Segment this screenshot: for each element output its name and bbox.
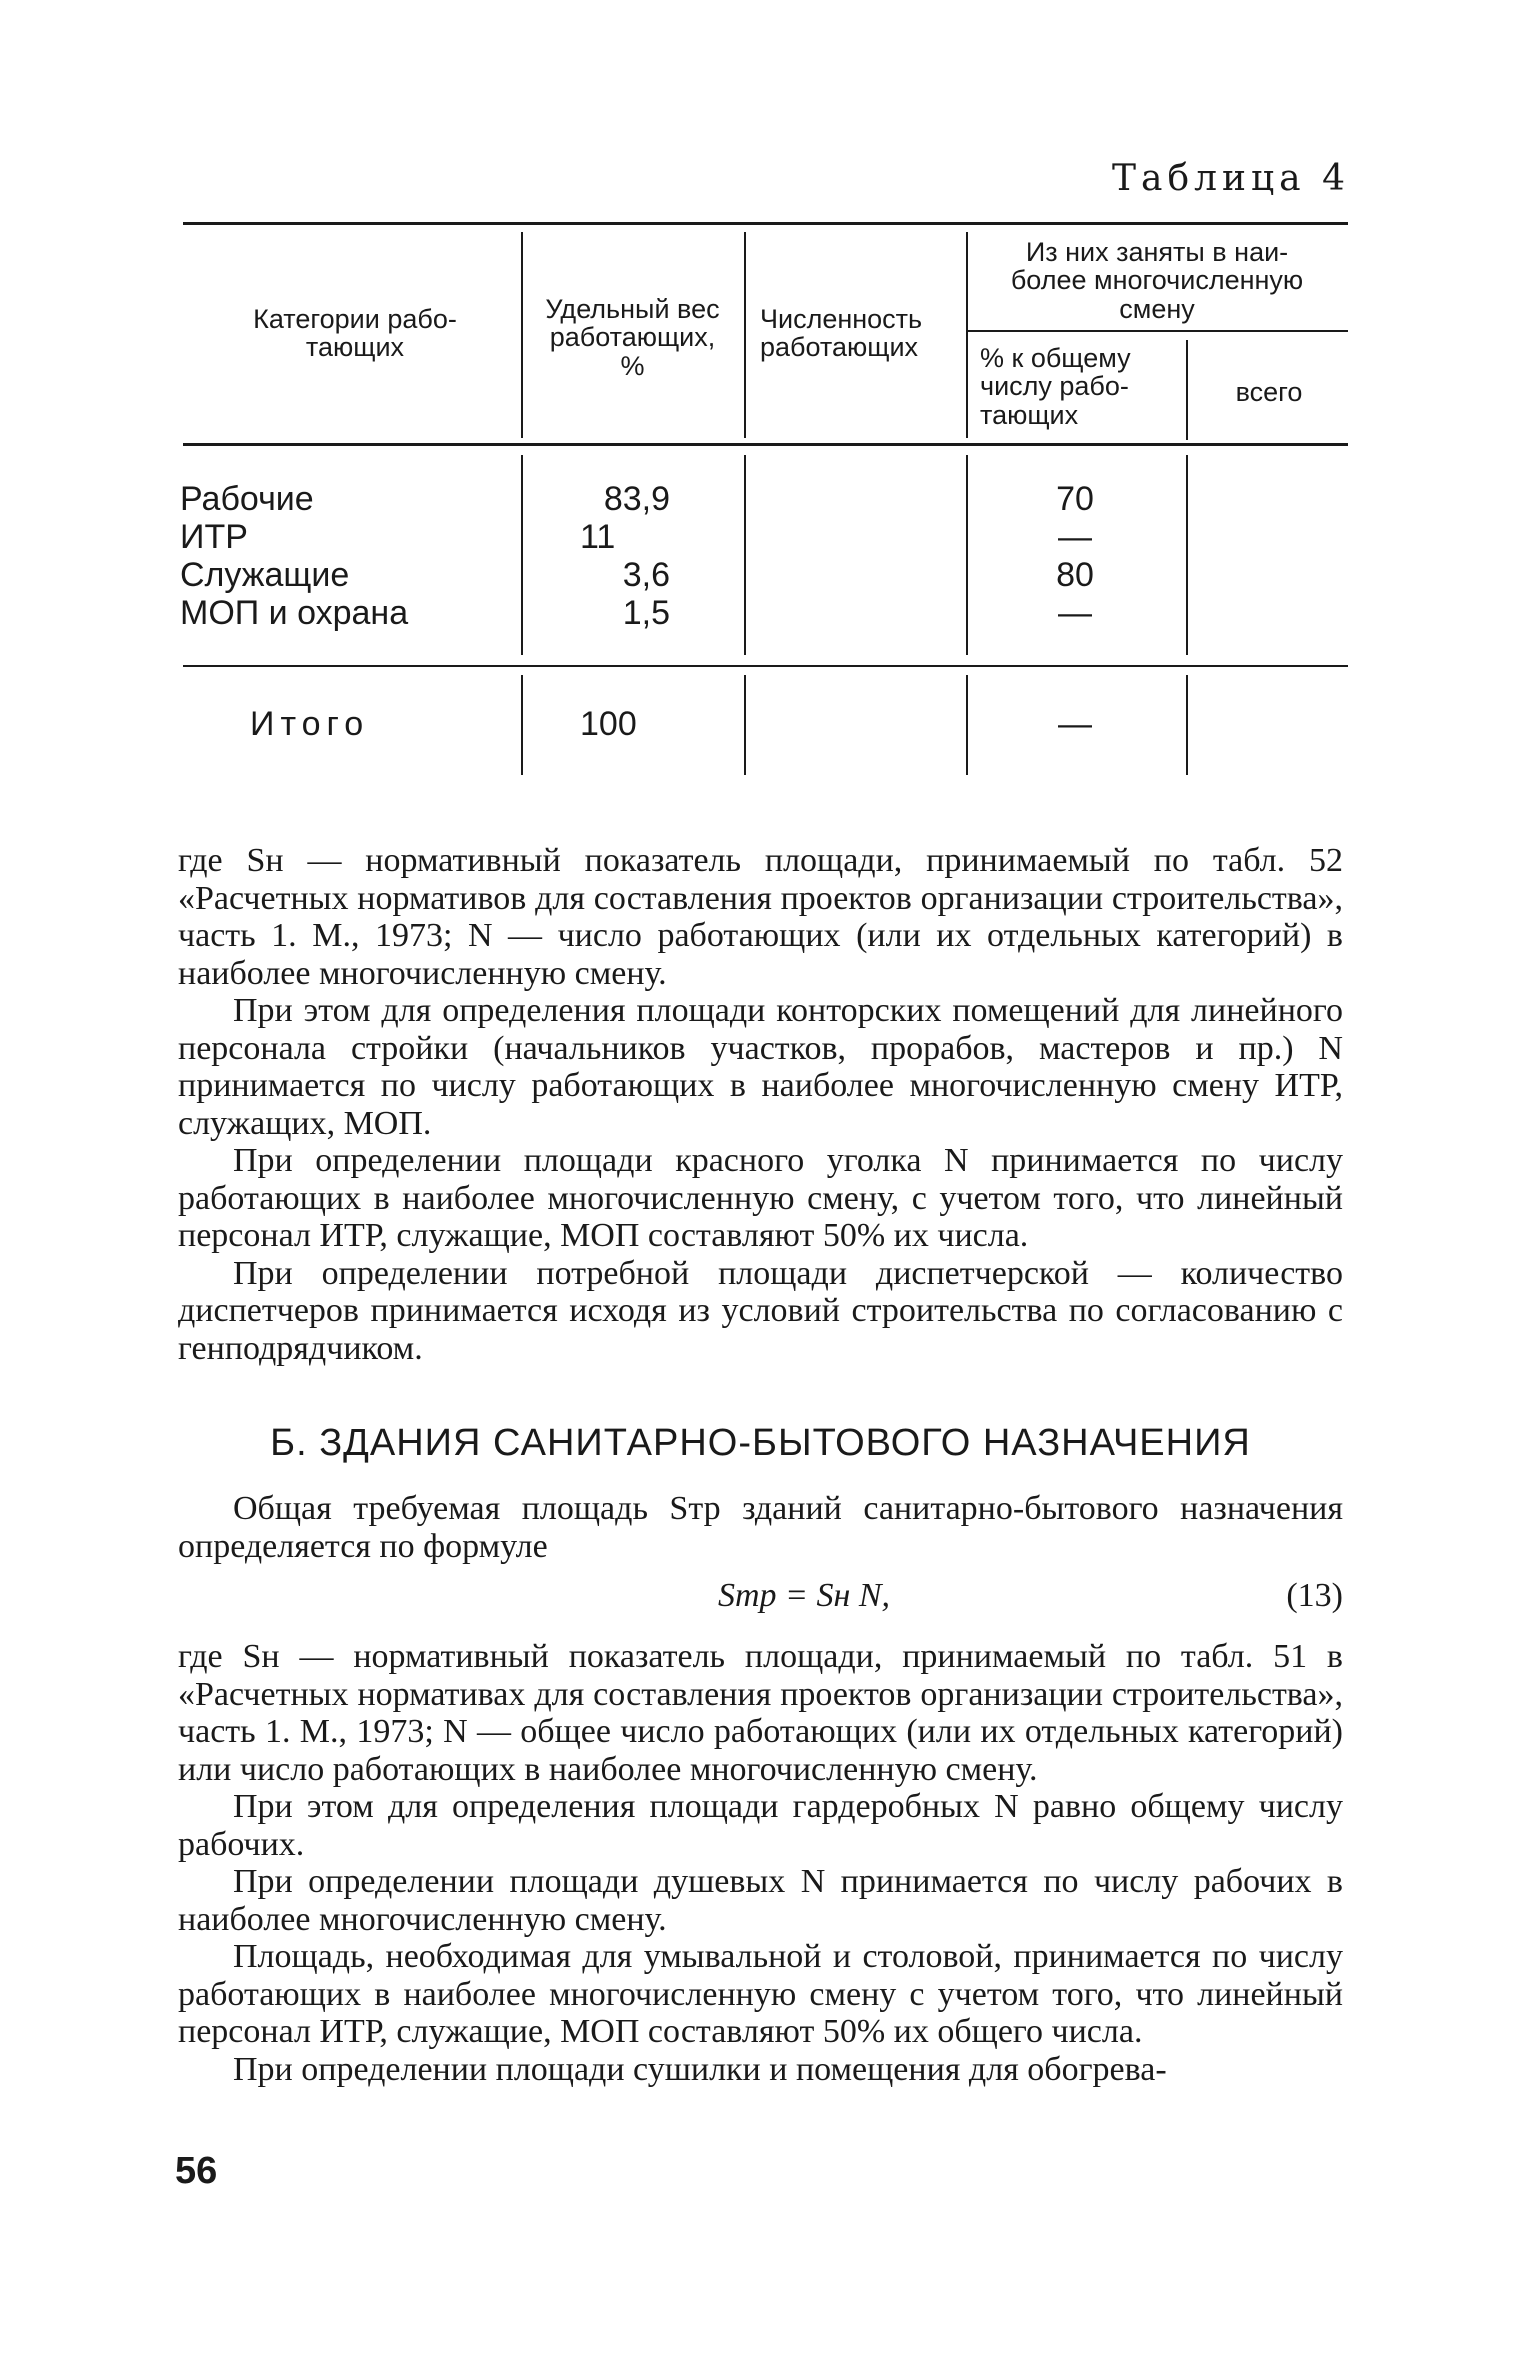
table-row-category: Служащие xyxy=(180,556,350,594)
header-category: Категории рабо- тающих xyxy=(253,304,457,363)
column-divider-3 xyxy=(966,675,968,775)
table-row-share: 83,9 xyxy=(603,480,670,518)
body-text-intro xyxy=(178,1490,1343,1565)
table-row-percent: 80 xyxy=(1056,556,1094,594)
table-row-category: ИТР xyxy=(180,518,248,556)
table-row-percent: — xyxy=(1058,518,1092,556)
column-divider-4 xyxy=(1186,455,1188,655)
table-row-share: 11 xyxy=(580,518,616,556)
column-divider-4 xyxy=(1186,340,1188,440)
header-total: всего xyxy=(1235,377,1303,407)
paragraph: При определении площади красного уголка N принимается по числу работающих в наиболее многочисленную смену, с учетом того, что линейный персонал ИТР, служащие, МОП составляют 50% их числа. xyxy=(178,1142,1343,1254)
table-row-percent: — xyxy=(1058,594,1092,632)
header-count: Численность работающих xyxy=(760,304,923,363)
header-busiest-shift: Из них заняты в наи- более многочисленную смену xyxy=(1010,237,1304,324)
percent-column xyxy=(1020,480,1130,632)
formula-number: (13) xyxy=(1286,1577,1343,1614)
total-label: Итого xyxy=(250,705,370,743)
paragraph: При этом для определения площади гардеробных N равно общему числу рабочих. xyxy=(178,1788,1343,1863)
subheader-rule xyxy=(968,330,1348,332)
column-divider-3 xyxy=(966,455,968,655)
header-share: Удельный вес работающих, % xyxy=(545,294,720,381)
body-text-top xyxy=(178,842,1343,1367)
column-divider-4 xyxy=(1186,675,1188,775)
column-divider-2 xyxy=(744,455,746,655)
header-percent-of-total: % к общему числу рабо- тающих xyxy=(980,343,1131,430)
total-percent: — xyxy=(1058,705,1092,743)
column-divider-1 xyxy=(521,455,523,655)
paragraph: Общая требуемая площадь Sтр зданий санитарно-бытового назначения определяется по формуле xyxy=(178,1490,1343,1565)
page-number: 56 xyxy=(175,2150,218,2192)
section-heading: Б. ЗДАНИЯ САНИТАРНО-БЫТОВОГО НАЗНАЧЕНИЯ xyxy=(270,1422,1251,1464)
column-divider-1 xyxy=(521,232,523,438)
table-row-percent: 70 xyxy=(1056,480,1094,518)
paragraph: При этом для определения площади конторских помещений для линейного персонала стройки (начальников участков, прорабов, мастеров и пр.) N принимается по числу работающих в наиболее многочисленную смену ИТР, служащих, МОП. xyxy=(178,992,1343,1142)
column-divider-2 xyxy=(744,232,746,438)
table-caption: Таблица 4 xyxy=(1112,158,1350,199)
table-row-share: 3,6 xyxy=(622,556,670,594)
column-divider-2 xyxy=(744,675,746,775)
total-rule xyxy=(183,665,1348,667)
share-column xyxy=(580,480,670,632)
header-bottom-rule xyxy=(183,443,1348,446)
formula-expression: Sтр = Sн N, xyxy=(718,1577,891,1614)
paragraph: где Sн — нормативный показатель площади, принимаемый по табл. 51 в «Расчетных нормативах для составления проектов организации строительства», часть 1. М., 1973; N — общее число работающих (или их отдельных категорий) или число работающих в наиболее многочисленную смену. xyxy=(178,1638,1343,1788)
category-column xyxy=(180,480,510,632)
table-row-category: Рабочие xyxy=(180,480,314,518)
paragraph: При определении площади душевых N принимается по числу рабочих в наиболее многочисленную смену. xyxy=(178,1863,1343,1938)
table-row-category: МОП и охрана xyxy=(180,594,409,632)
table-top-rule xyxy=(183,222,1348,225)
paragraph: При определении площади сушилки и помещения для обогрева- xyxy=(233,2050,1167,2088)
paragraph: Площадь, необходимая для умывальной и столовой, принимается по числу работающих в наиболее многочисленную смену с учетом того, что линейный персонал ИТР, служащие, МОП составляют 50% их общего числа. xyxy=(178,1938,1343,2050)
column-divider-3 xyxy=(966,232,968,438)
column-divider-1 xyxy=(521,675,523,775)
paragraph: где Sн — нормативный показатель площади, принимаемый по табл. 52 «Расчетных нормативов для составления проектов организации строительства», часть 1. М., 1973; N — число работающих (или их отдельных категорий) в наиболее многочисленную смену. xyxy=(178,842,1343,992)
body-text-bottom xyxy=(178,1638,1343,2088)
paragraph: При определении потребной площади диспетчерской — количество диспетчеров принимается исходя из условий строительства по согласованию с генподрядчиком. xyxy=(178,1254,1343,1367)
total-share: 100 xyxy=(580,705,637,743)
table-row-share: 1,5 xyxy=(622,594,670,632)
